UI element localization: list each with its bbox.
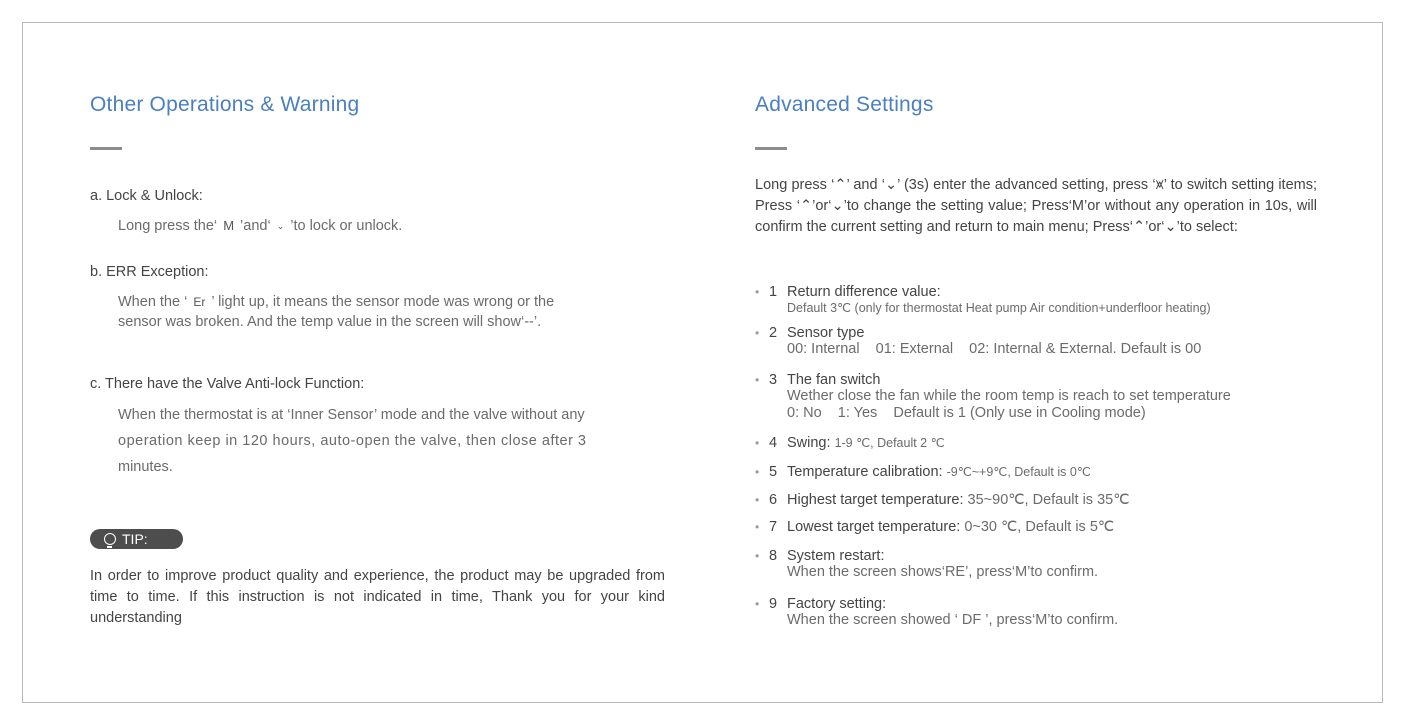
setting-2: • 2 Sensor type 00: Internal 01: External 02: Internal & External. Default is 00 [755,325,1202,357]
setting-4-value: 1-9 ℃, Default 2 ℃ [834,436,945,450]
setting-4-num: 4 [769,435,778,451]
setting-3-num: 3 [769,372,778,388]
setting-8-detail: When the screen shows‘RE’, press‘M’to confirm. [787,564,1099,580]
left-divider [90,147,122,150]
tip-label: TIP: [122,531,148,547]
item-c-title: c. There have the Valve Anti-lock Function: [90,376,365,392]
item-b-text-1: When the ‘ [118,294,192,310]
setting-6-value: 35~90℃, Default is 35℃ [967,492,1130,508]
setting-5: • 5 Temperature calibration: -9℃~+9℃, Default is 0℃ [755,464,1091,480]
item-b-text-3: sensor was broken. And the temp value in the screen will show‘--’. [118,314,542,330]
setting-5-num: 5 [769,464,778,480]
setting-1-num: 1 [769,284,778,300]
setting-7-value: 0~30 ℃, Default is 5℃ [964,519,1115,535]
setting-3: • 3 The fan switch Wether close the fan while the room temp is reach to set temperature 0: No 1: Yes Default is 1 (Only use in Cooling mode) [755,372,1231,421]
setting-7-title: Lowest target temperature: [787,519,961,535]
item-b-body [118,292,554,332]
setting-4-title: Swing: [787,435,831,451]
setting-9-detail: When the screen showed ‘ DF ’, press‘M’to confirm. [787,612,1119,628]
setting-8-num: 8 [769,548,778,564]
setting-3-detail-2: 0: No 1: Yes Default is 1 (Only use in Cooling mode) [787,405,1146,421]
setting-9-title: Factory setting: [787,596,887,612]
setting-2-title: Sensor type [787,325,865,341]
setting-6-title: Highest target temperature: [787,492,964,508]
setting-6-num: 6 [769,492,778,508]
setting-8-title: System restart: [787,548,885,564]
setting-1-title: Return difference value: [787,284,941,300]
tip-text: In order to improve product quality and experience, the product may be upgraded from time to time. If this instruction is not indicated in time, Thank you for your kind understanding [90,568,665,626]
item-a-body [118,216,402,236]
setting-3-title: The fan switch [787,372,881,388]
item-b-text-2: ’ light up, it means the sensor mode was wrong or the [207,294,555,310]
item-c-text-1: When the thermostat is at ‘Inner Sensor’ mode and the valve without any [118,407,585,423]
item-a-text-3: ’to lock or unlock. [286,218,403,234]
item-b-title: b. ERR Exception: [90,264,209,280]
error-icon: Er [193,295,206,309]
chevron-down-icon: ⌄ [276,221,285,231]
setting-2-num: 2 [769,325,778,341]
right-divider [755,147,787,150]
item-c-text-3: minutes. [118,459,173,475]
setting-4: • 4 Swing: 1-9 ℃, Default 2 ℃ [755,435,945,451]
right-heading: Advanced Settings [755,93,934,116]
m-icon: M [223,218,235,233]
setting-6: • 6 Highest target temperature: 35~90℃, Default is 35℃ [755,492,1130,508]
item-a-text-2: ’and‘ [236,218,275,234]
advanced-intro: Long press ‘⌃’ and ‘⌄’ (3s) enter the advanced setting, press ‘⩙’ to switch setting items; Press ‘⌃’or‘⌄’to change the setting value; Press‘M’or without any operation in 10s, will confirm the current setting and return to main menu; Press‘⌃’or‘⌄’to select: [755,177,1317,235]
setting-5-value: -9℃~+9℃, Default is 0℃ [946,465,1091,479]
setting-9-num: 9 [769,596,778,612]
item-a-text-1: Long press the‘ [118,218,222,234]
tip-badge [90,529,183,549]
setting-1: • 1 Return difference value: Default 3℃ (only for thermostat Heat pump Air condition+underfloor heating) [755,284,1211,315]
setting-9: • 9 Factory setting: When the screen showed ‘ DF ’, press‘M’to confirm. [755,596,1119,628]
item-a-title: a. Lock & Unlock: [90,188,203,204]
setting-7: • 7 Lowest target temperature: 0~30 ℃, Default is 5℃ [755,519,1115,535]
setting-5-title: Temperature calibration: [787,464,943,480]
left-heading: Other Operations & Warning [90,93,360,116]
setting-2-detail: 00: Internal 01: External 02: Internal & External. Default is 00 [787,341,1202,357]
item-c-body [118,402,587,480]
setting-3-detail-1: Wether close the fan while the room temp is reach to set temperature [787,388,1231,404]
item-c-text-2: operation keep in 120 hours, auto-open the valve, then close after 3 [118,433,587,449]
lightbulb-icon [104,533,116,545]
setting-8: • 8 System restart: When the screen shows‘RE’, press‘M’to confirm. [755,548,1099,580]
setting-1-detail: Default 3℃ (only for thermostat Heat pump Air condition+underfloor heating) [787,301,1211,315]
setting-7-num: 7 [769,519,778,535]
